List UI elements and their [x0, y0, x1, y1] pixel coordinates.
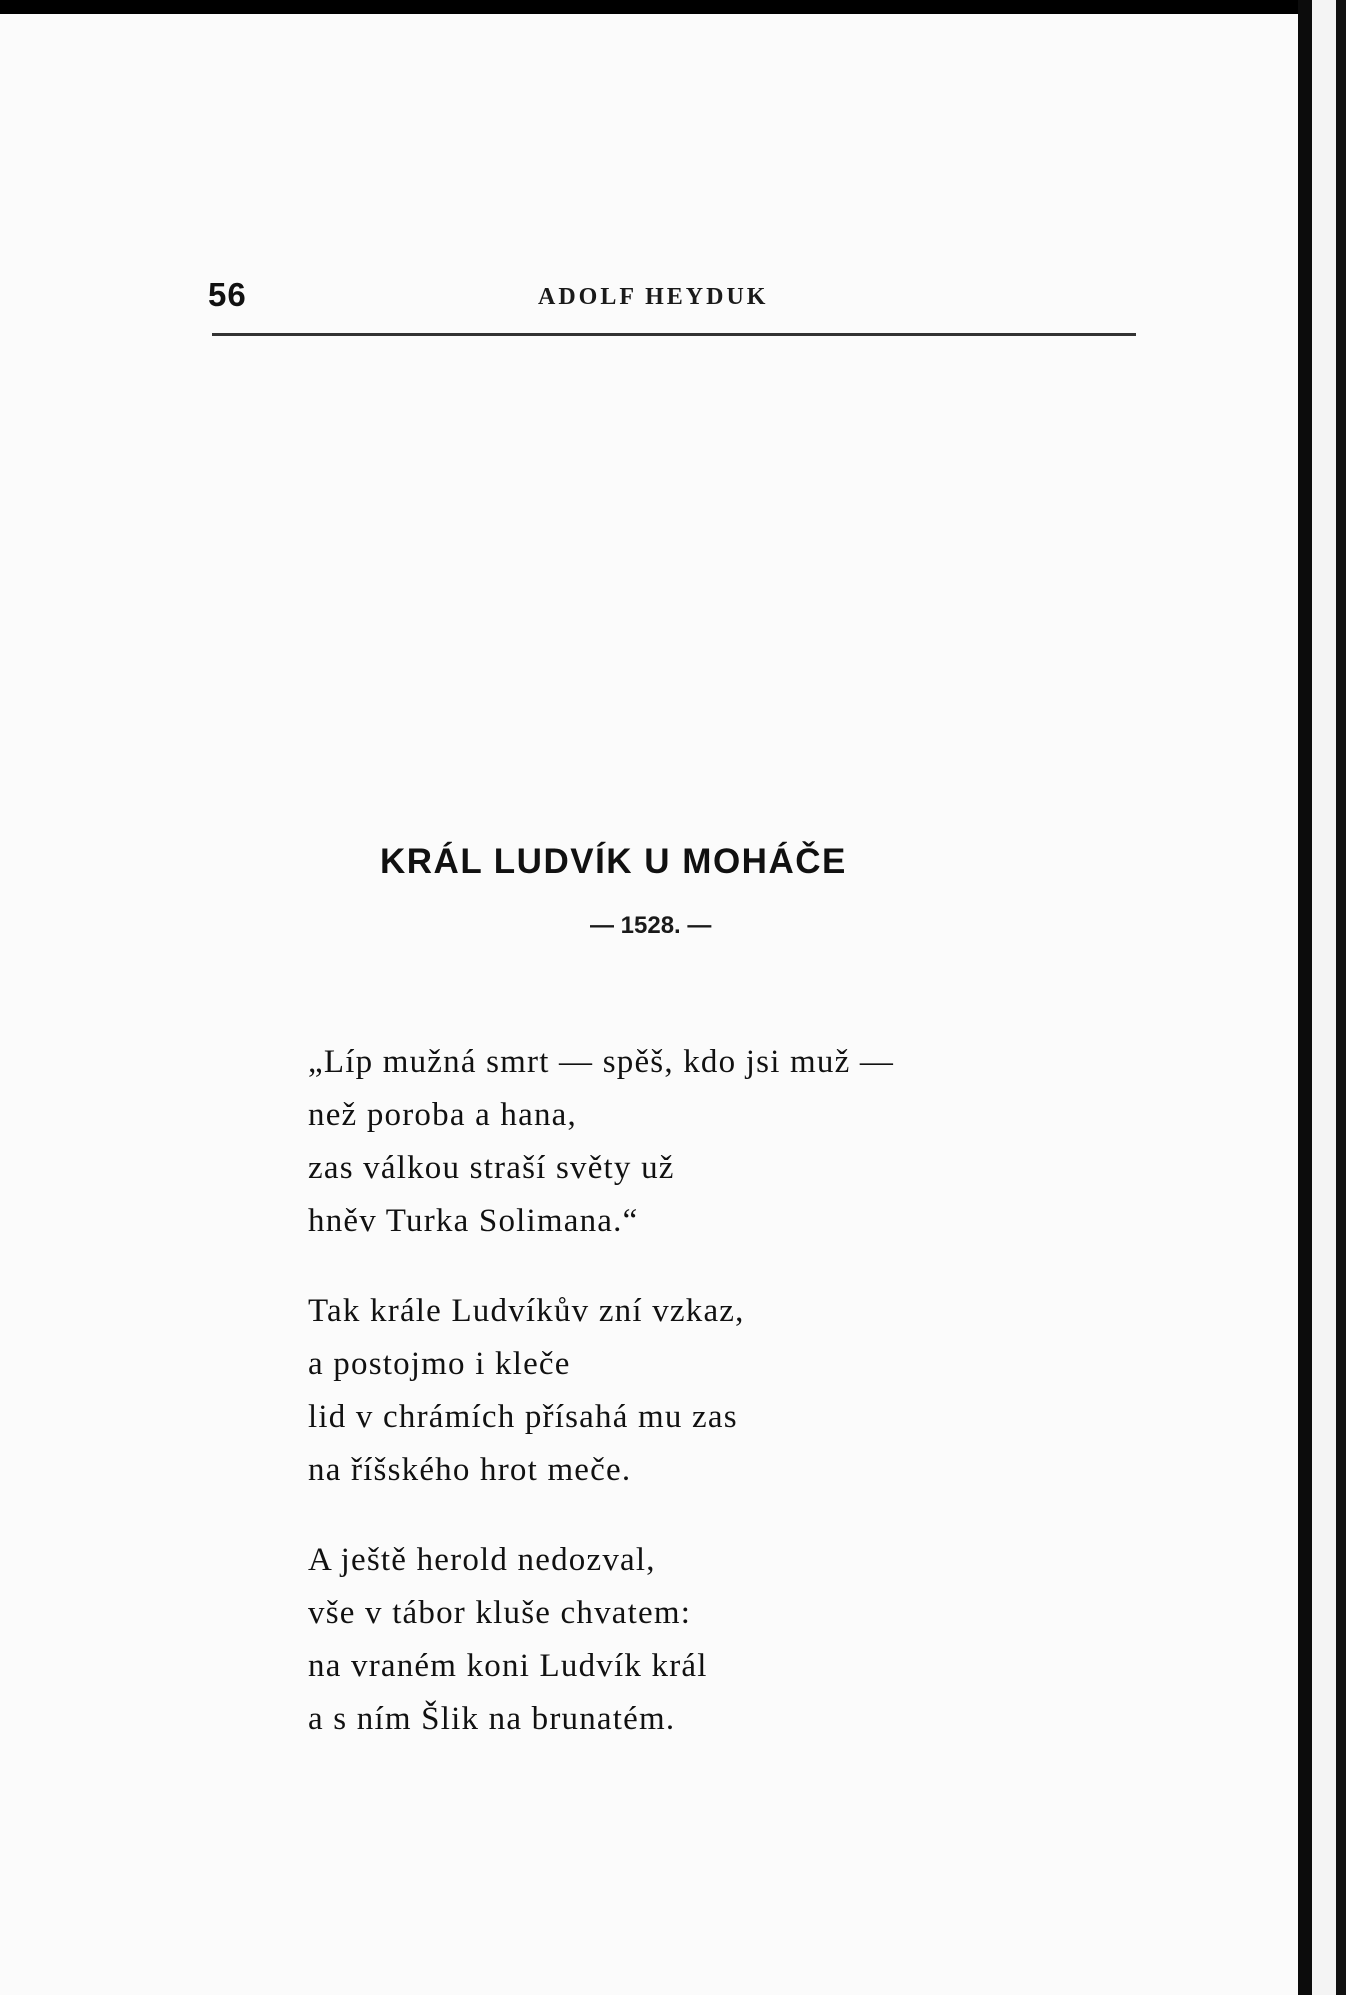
- verse-line: lid v chrámích přísahá mu zas: [308, 1399, 738, 1435]
- verse-line: než poroba a hana,: [308, 1097, 577, 1133]
- verse-line: vše v tábor kluše chvatem:: [308, 1595, 692, 1631]
- verse-line: „Líp mužná smrt — spěš, kdo jsi muž —: [308, 1044, 895, 1080]
- verse-line: zas válkou straší světy už: [308, 1150, 675, 1186]
- page-edge-shadow: [1298, 0, 1312, 1995]
- stanza-3: [308, 1534, 708, 1746]
- verse-line: na vraném koni Ludvík král: [308, 1648, 708, 1684]
- poem-year: — 1528. —: [590, 912, 712, 939]
- scan-border: [1336, 0, 1346, 1995]
- stanza-1: [308, 1036, 894, 1248]
- poem-title: KRÁL LUDVÍK U MOHÁČE: [380, 842, 847, 881]
- verse-line: a s ním Šlik na brunatém.: [308, 1701, 676, 1737]
- running-head: ADOLF HEYDUK: [538, 284, 769, 310]
- verse-line: A ještě herold nedozval,: [308, 1542, 656, 1578]
- verse-line: na říšského hrot meče.: [308, 1452, 632, 1488]
- stanza-2: [308, 1285, 745, 1497]
- verse-line: a postojmo i kleče: [308, 1346, 571, 1382]
- header-rule: [212, 333, 1136, 336]
- page-number: 56: [208, 276, 247, 313]
- verse-line: Tak krále Ludvíkův zní vzkaz,: [308, 1293, 745, 1329]
- verse-line: hněv Turka Solimana.“: [308, 1203, 639, 1239]
